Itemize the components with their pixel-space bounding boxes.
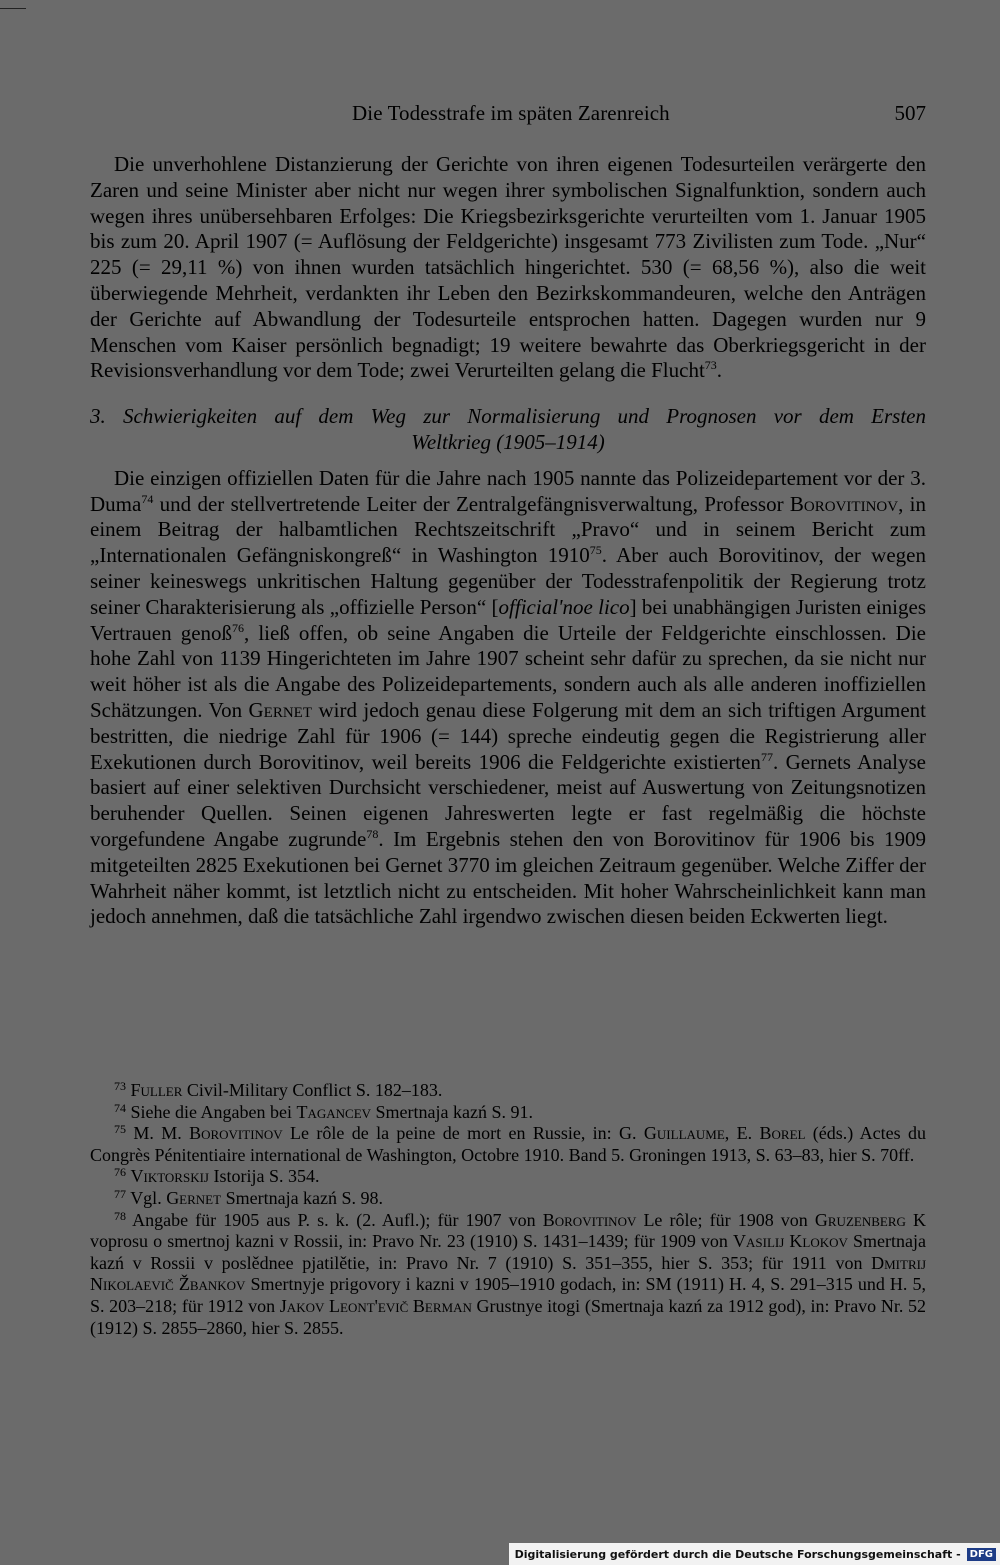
paragraph-distanzierung: Die unverhohlene Distanzierung der Gerichte von ihren eigenen Todesurteilen verärgerte den Zaren und seine Minister aber nicht nur wegen ihrer symbolischen Signalfunktion, sondern auch wegen ihres unübersehbaren Erfolges: Die Kriegsbezirksgerichte verurteilten vom 1. Januar 1905 bis zum 20. April 1907 (= Auflösung der Feldgerichte) insgesamt 773 Zivilisten zum Tode. „Nur“ 225 (= 29,11 %) von ihnen wurden tatsächlich hingerichtet. 530 (= 68,56 %), also die weit überwiegende Mehrheit, verdankten ihr Leben den Bezirkskommandeuren, welche den Anträgen der Gerichte auf Abwandlung der Todesurteile entsprochen hatten. Dagegen wurden nur 9 Menschen vom Kaiser persönlich begnadigt; 19 weitere bewahrte das Oberkriegsgericht in der Revisionsverhandlung vor dem Tode; zwei Verurteilten gelang die Flucht$^{73}$. (90, 152, 926, 383)
section-heading-line-2: Weltkrieg (1905–1914) (411, 429, 605, 454)
footnote-78: $^{78}$ Angabe für 1905 aus P. s. k. (2. Aufl.); für 1907 von Borovitinov Le rôle; für 1908 von Gruzenberg K voprosu o smertnoj kazni v Rossii, in: Pravo Nr. 23 (1910) S. 1431–1439; für 1909 von Vasilij Klokov Smertnaja kazń v Rossii v poslědnee pjatilětie, in: Pravo Nr. 7 (1910) S. 351–355, hier S. 353; für 1911 von Dmitrij Nikolaevič Žbankov Smertnyje prigovory i kazni v 1905–1910 godach, in: SM (1911) H. 4, S. 291–315 und H. 5, S. 203–218; für 1912 von Jakov Leont'evič Berman Grustnye itogi (Smertnaja kazń za 1912 god), in: Pravo Nr. 52 (1912) S. 2855–2860, hier S. 2855. (90, 1208, 927, 1338)
footnote-77: $^{77}$ Vgl. Gernet Smertnaja kazń S. 98. (114, 1186, 384, 1208)
funding-notice: Digitalisierung gefördert durch die Deutsche Forschungsgemeinschaft - (514, 1547, 961, 1561)
footnote-75: $^{75}$ M. M. Borovitinov Le rôle de la peine de mort en Russie, in: G. Guillaume, E. Borel (éds.) Actes du Congrès Pénitentiaire international de Washington, Octobre 1910. Band 5. Groningen 1913, S. 63–83, hier S. 70ff. (90, 1122, 926, 1165)
footnote-ref-74[interactable]: 74 (141, 491, 154, 506)
running-title: Die Todesstrafe im späten Zarenreich (352, 101, 670, 125)
page-number: 507 (894, 101, 926, 125)
author-name: Borovitinov (789, 491, 899, 516)
paragraph-offizielle-daten: Die einzigen offiziellen Daten für die Jahre nach 1905 nannte das Polizeidepartement vor der 3. Duma$^{74}$ und der stellvertretende Leiter der Zentralgefängnisverwaltung, Professor Borovitinov, in einem Beitrag der halbamtlichen Rechtszeitschrift „Pravo“ und in seinem Bericht zum „Internationalen Gefängniskongreß“ in Washington 1910$^{75}$. Aber auch Borovitinov, der wegen seiner keineswegs unkritischen Haltung gegenüber der Todesstrafenpolitik der Regierung trotz seiner Charakterisierung als „offizielle Person“ [official'noe lico] bei unabhängigen Juristen einiges Vertrauen genoß$^{76}$, ließ offen, ob seine Angaben die Urteile der Feldgerichte einschlossen. Die hohe Zahl von 1139 Hingerichteten im Jahre 1907 scheint sehr dafür zu sprechen, da sie nicht nur weit höher ist als die Angabe des Polizeidepartements, sondern auch als alle anderen inoffiziellen Schätzungen. Von Gernet wird jedoch genau diese Folgerung mit dem an sich triftigen Argument bestritten, die niedrige Zahl für 1906 (= 144) spreche eindeutig gegen die Registrierung aller Exekutionen durch Borovitinov, weil bereits 1906 die Feldgerichte existierten$^{77}$. Gernets Analyse basiert auf einer selektiven Durchsicht verschiedener, meist auf Auswertung von Zeitungsnotizen beruhender Quellen. Seinen eigenen Jahreswerten legte er fast regelmäßig die höchste vorgefundene Angabe zugrunde$^{78}$. Im Ergebnis stehen den von Borovitinov für 1906 bis 1909 mitgeteilten 2825 Exekutionen bei Gernet 3770 im gleichen Zeitraum gegenüber. Welche Ziffer der Wahrheit näher kommt, ist letztlich nicht zu entscheiden. Mit hoher Wahrscheinlichkeit kann man jedoch annehmen, daß die tatsächliche Zahl irgendwo zwischen diesen beiden Eckwerten liegt. (90, 465, 926, 929)
footnote-ref-78[interactable]: 78 (366, 826, 379, 841)
main-text (90, 152, 926, 930)
corner-mark (0, 8, 26, 9)
section-heading (90, 404, 926, 456)
footnote-ref-77[interactable]: 77 (760, 749, 773, 764)
footnote-ref-73[interactable]: 73 (704, 358, 717, 373)
footnote-73: $^{73}$ Fuller Civil-Military Conflict S. 182–183. (114, 1079, 443, 1100)
footnote-76: $^{76}$ Viktorskij Istorija S. 354. (114, 1165, 320, 1187)
footnote-ref-76[interactable]: 76 (232, 620, 245, 635)
russian-term: official'noe lico (498, 594, 630, 619)
footnote-ref-75[interactable]: 75 (589, 543, 602, 558)
page-header (90, 101, 926, 129)
footnote-74: $^{74}$ Siehe die Angaben bei Tagancev Smertnaja kazń S. 91. (114, 1100, 533, 1122)
section-heading-line-1: 3. Schwierigkeiten auf dem Weg zur Normalisierung und Prognosen vor dem Ersten (90, 404, 926, 429)
footnotes (90, 1080, 926, 1339)
digitization-footer (509, 1543, 1000, 1565)
dfg-logo[interactable]: DFG (967, 1548, 996, 1561)
author-name: Gernet (248, 697, 313, 722)
